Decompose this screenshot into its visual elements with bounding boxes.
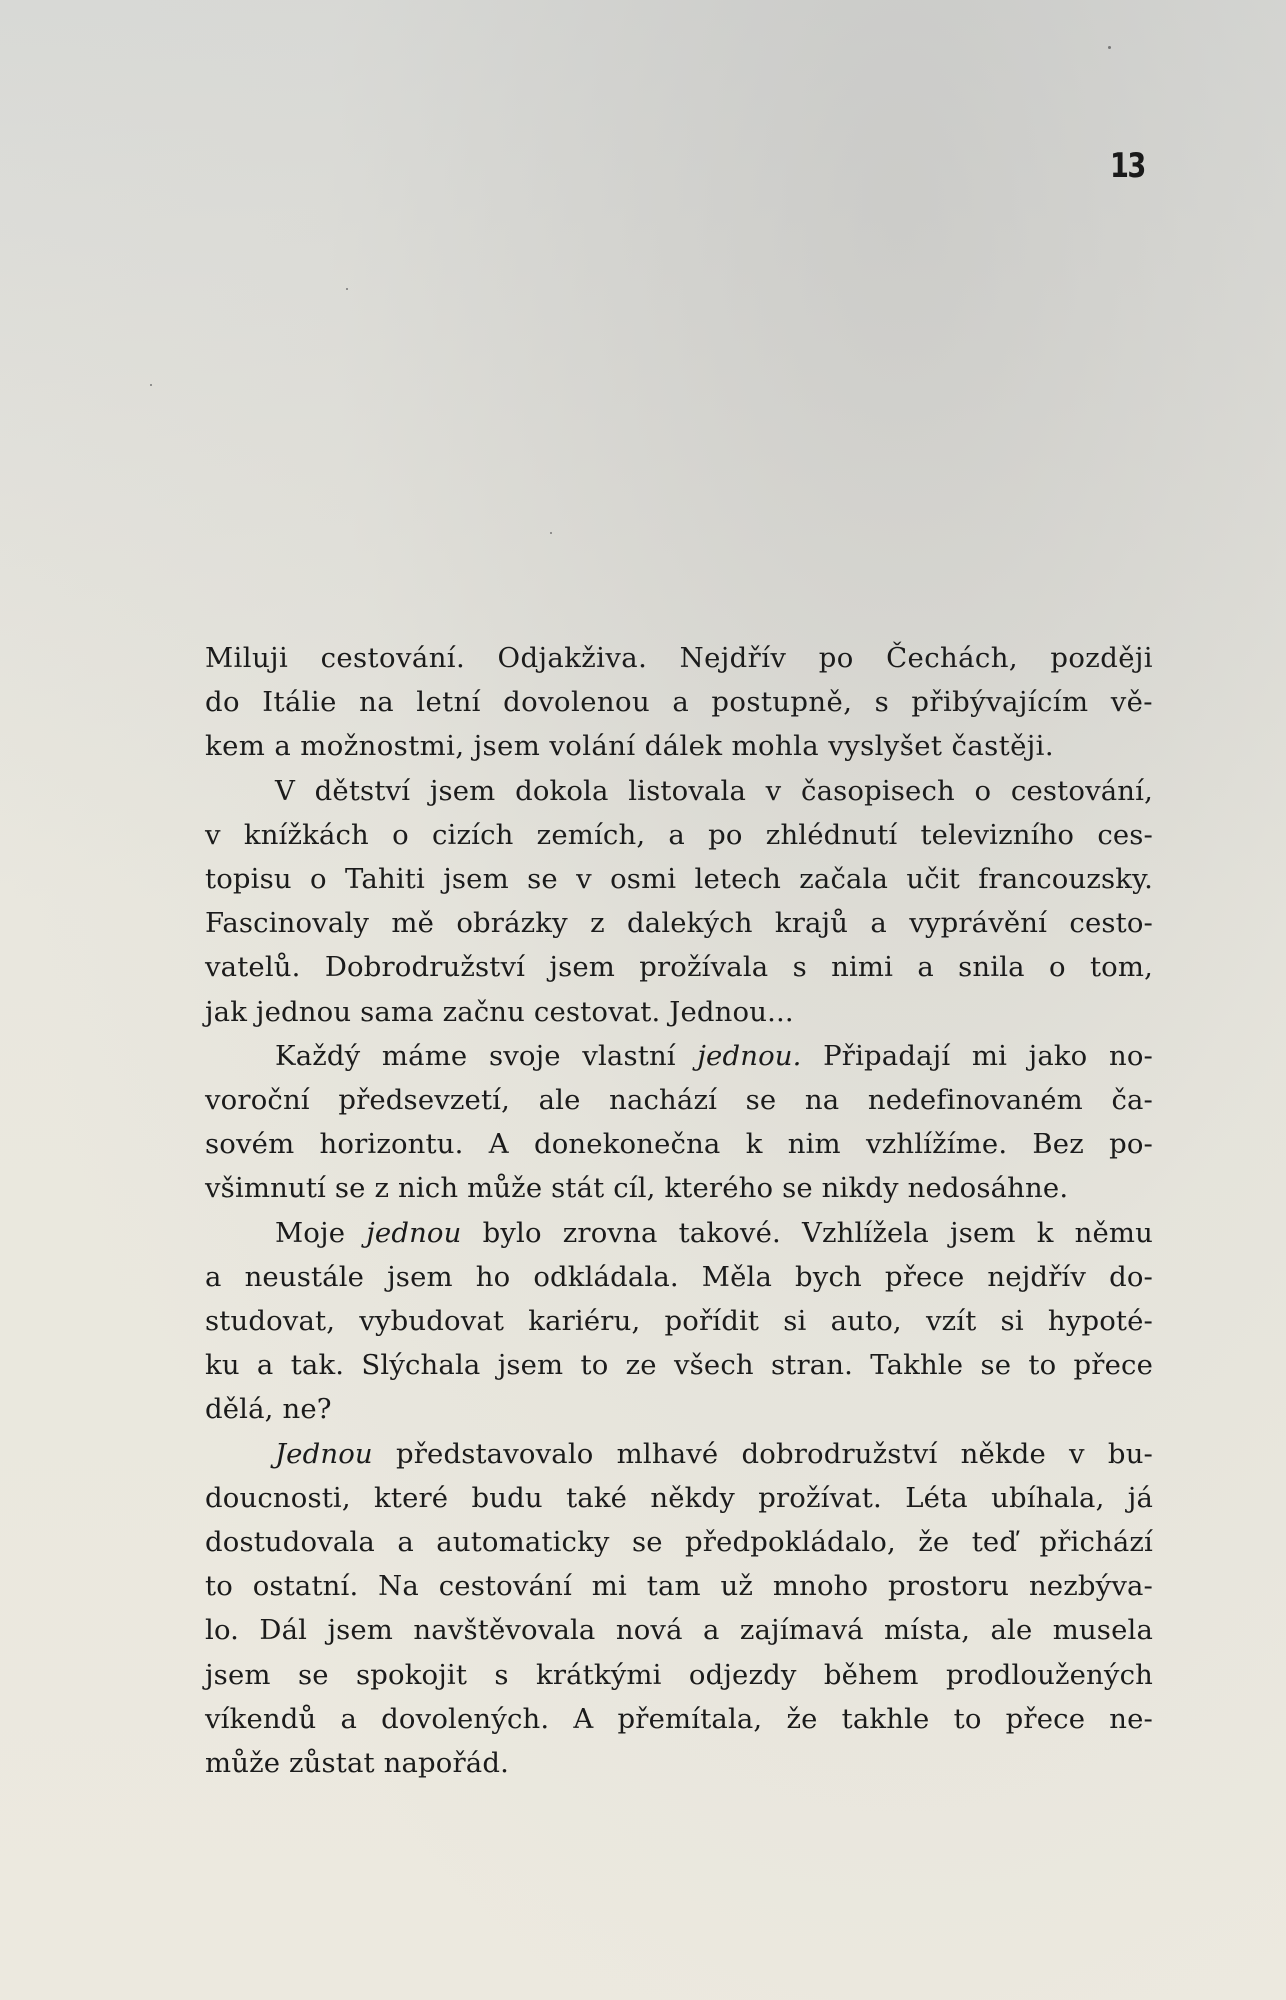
text-run: bylo zrovna takové. Vzhlížela jsem k němu	[461, 1216, 1153, 1249]
text-line	[205, 1122, 1153, 1166]
text-line	[205, 636, 1153, 680]
text-run: sovém horizontu. A donekonečna k nim vzhlížíme. Bez po-	[205, 1128, 1153, 1161]
text-line	[205, 1432, 1153, 1476]
text-run: ku a tak. Slýchala jsem to ze všech stran. Takhle se to přece	[205, 1349, 1153, 1382]
paragraph	[205, 636, 1153, 769]
text-run: Miluji cestování. Odjakživa. Nejdřív po Čechách, později	[205, 642, 1153, 674]
text-run: V dětství jsem dokola listovala v časopisech o cestování,	[275, 774, 1153, 807]
text-run: jsem se spokojit s krátkými odjezdy během prodloužených	[205, 1658, 1153, 1691]
text-line	[205, 901, 1153, 945]
paragraph	[205, 1432, 1153, 1786]
paragraph	[205, 769, 1153, 1034]
text-run: topisu o Tahiti jsem se v osmi letech začala učit francouzsky.	[205, 863, 1153, 896]
text-run: jak jednou sama začnu cestovat. Jednou...	[205, 995, 794, 1028]
text-run: lo. Dál jsem navštěvovala nová a zajímavá místa, ale musela	[205, 1614, 1153, 1647]
paragraph	[205, 1211, 1153, 1432]
text-run: voroční předsevzetí, ale nachází se na nedefinovaném ča-	[205, 1084, 1153, 1117]
text-run: může zůstat napořád.	[205, 1747, 509, 1780]
text-line	[205, 769, 1153, 813]
text-run: Fascinovaly mě obrázky z dalekých krajů a vyprávění cesto-	[205, 907, 1153, 940]
text-line	[205, 945, 1153, 989]
text-line	[205, 1166, 1153, 1210]
text-run: v knížkách o cizích zemích, a po zhlédnutí televizního ces-	[205, 818, 1153, 851]
text-line	[205, 1608, 1153, 1652]
italic-word: jednou.	[697, 1039, 802, 1072]
text-line	[205, 1564, 1153, 1608]
text-line	[205, 1343, 1153, 1387]
text-line	[205, 1520, 1153, 1564]
text-line	[205, 1078, 1153, 1122]
paper-speck	[1108, 46, 1111, 49]
text-line	[205, 1211, 1153, 1255]
text-line	[205, 1653, 1153, 1697]
text-run: dostudovala a automaticky se předpokládalo, že teď přichází	[205, 1526, 1153, 1559]
text-line	[205, 1034, 1153, 1078]
text-run: do Itálie na letní dovolenou a postupně, s přibývajícím vě-	[205, 686, 1153, 719]
text-run: to ostatní. Na cestování mi tam už mnoho prostoru nezbýva-	[205, 1570, 1153, 1603]
paper-speck	[346, 288, 348, 290]
text-line	[205, 1299, 1153, 1343]
text-run: Připadají mi jako no-	[801, 1039, 1153, 1072]
paper-speck	[150, 384, 152, 386]
text-run: Moje	[275, 1216, 367, 1249]
text-run: kem a možnostmi, jsem volání dálek mohla vyslyšet častěji.	[205, 730, 1055, 763]
italic-word: Jednou	[275, 1437, 373, 1470]
page-number: 13	[1110, 146, 1145, 186]
italic-word: jednou	[366, 1216, 462, 1249]
paper-speck	[550, 532, 552, 534]
text-line	[205, 1255, 1153, 1299]
text-line	[205, 1387, 1153, 1431]
text-run: dělá, ne?	[205, 1393, 332, 1426]
text-run: všimnutí se z nich může stát cíl, kterého se nikdy nedosáhne.	[205, 1172, 1069, 1205]
text-run: Každý máme svoje vlastní	[275, 1039, 698, 1072]
text-run: a neustále jsem ho odkládala. Měla bych přece nejdřív do-	[205, 1260, 1153, 1293]
paragraph	[205, 1034, 1153, 1211]
text-line	[205, 1741, 1153, 1785]
text-line	[205, 990, 1153, 1034]
text-line	[205, 813, 1153, 857]
text-run: doucnosti, které budu také někdy prožívat. Léta ubíhala, já	[205, 1481, 1153, 1514]
text-run: studovat, vybudovat kariéru, pořídit si auto, vzít si hypoté-	[205, 1305, 1153, 1338]
text-line	[205, 680, 1153, 724]
body-text	[205, 636, 1153, 1785]
text-line	[205, 857, 1153, 901]
text-run: vatelů. Dobrodružství jsem prožívala s nimi a snila o tom,	[205, 951, 1153, 984]
text-line	[205, 1697, 1153, 1741]
text-line	[205, 724, 1153, 768]
text-run: víkendů a dovolených. A přemítala, že takhle to přece ne-	[205, 1702, 1153, 1735]
text-line	[205, 1476, 1153, 1520]
text-run: představovalo mlhavé dobrodružství někde v bu-	[372, 1437, 1153, 1470]
